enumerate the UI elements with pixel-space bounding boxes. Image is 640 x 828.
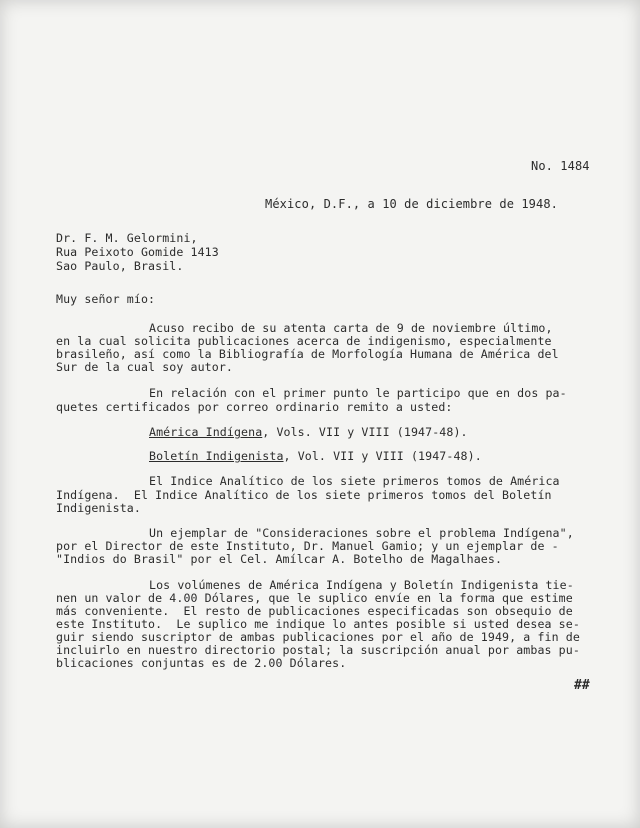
enclosure-item-title: América Indígena — [149, 425, 263, 439]
paragraph-1-line: Sur de la cual soy autor. — [56, 360, 234, 374]
paragraph-5-line: incluirlo en nuestro directorio postal; la suscripción anual por ambas pu- — [56, 643, 580, 657]
paragraph-1-line: Acuso recibo de su atenta carta de 9 de noviembre último, — [149, 321, 553, 335]
paragraph-5-line: más conveniente. El resto de publicaciones especificadas son obsequio de — [56, 604, 573, 618]
paragraph-5-line: nen un valor de 4.00 Dólares, que le suplico envíe en la forma que estime — [56, 591, 573, 605]
paragraph-4-line: "Indios do Brasil" por el Cel. Amílcar A. Botelho de Magalhaes. — [56, 552, 503, 566]
paragraph-1-line: brasileño, así como la Bibliografía de Morfología Humana de América del — [56, 347, 559, 361]
enclosure-item-title: Boletín Indigenista — [149, 449, 284, 463]
paragraph-3-line: Indígena. El Indice Analítico de los siete primeros tomos del Boletín — [56, 488, 552, 502]
document-number: No. 1484 — [531, 159, 590, 173]
enclosure-item-detail: , Vol. VII y VIII (1947-48). — [283, 449, 482, 463]
recipient-name: Dr. F. M. Gelormini, — [56, 231, 198, 245]
paragraph-5-line: blicaciones conjuntas es de 2.00 Dólares. — [56, 656, 347, 670]
paragraph-3-line: El Indice Analítico de los siete primeros tomos de América — [149, 474, 560, 488]
enclosure-item-2 — [149, 449, 482, 463]
recipient-city: Sao Paulo, Brasil. — [56, 259, 184, 273]
paragraph-5-line: este Instituto. Le suplico me indique lo antes posible si usted desea se- — [56, 617, 580, 631]
paragraph-5-line: guir siendo suscriptor de ambas publicaciones por el año de 1949, a fin de — [56, 630, 580, 644]
paragraph-5-line: Los volúmenes de América Indígena y Boletín Indigenista tie- — [149, 578, 574, 592]
paragraph-4-line: Un ejemplar de "Consideraciones sobre el problema Indígena", — [149, 526, 574, 540]
dateline: México, D.F., a 10 de diciembre de 1948. — [265, 197, 558, 211]
end-mark: ## — [574, 678, 590, 693]
salutation: Muy señor mío: — [56, 292, 156, 306]
paragraph-3-line: Indigenista. — [56, 501, 141, 515]
paragraph-1-line: en la cual solicita publicaciones acerca de indigenismo, especialmente — [56, 334, 552, 348]
paragraph-4-line: por el Director de este Instituto, Dr. Manuel Gamio; y un ejemplar de - — [56, 539, 559, 553]
enclosure-item-1 — [149, 425, 468, 439]
enclosure-item-detail: , Vols. VII y VIII (1947-48). — [262, 425, 468, 439]
paragraph-2-line: En relación con el primer punto le participo que en dos pa- — [149, 386, 567, 400]
recipient-street: Rua Peixoto Gomide 1413 — [56, 245, 219, 259]
paragraph-2-line: quetes certificados por correo ordinario remito a usted: — [56, 400, 453, 414]
